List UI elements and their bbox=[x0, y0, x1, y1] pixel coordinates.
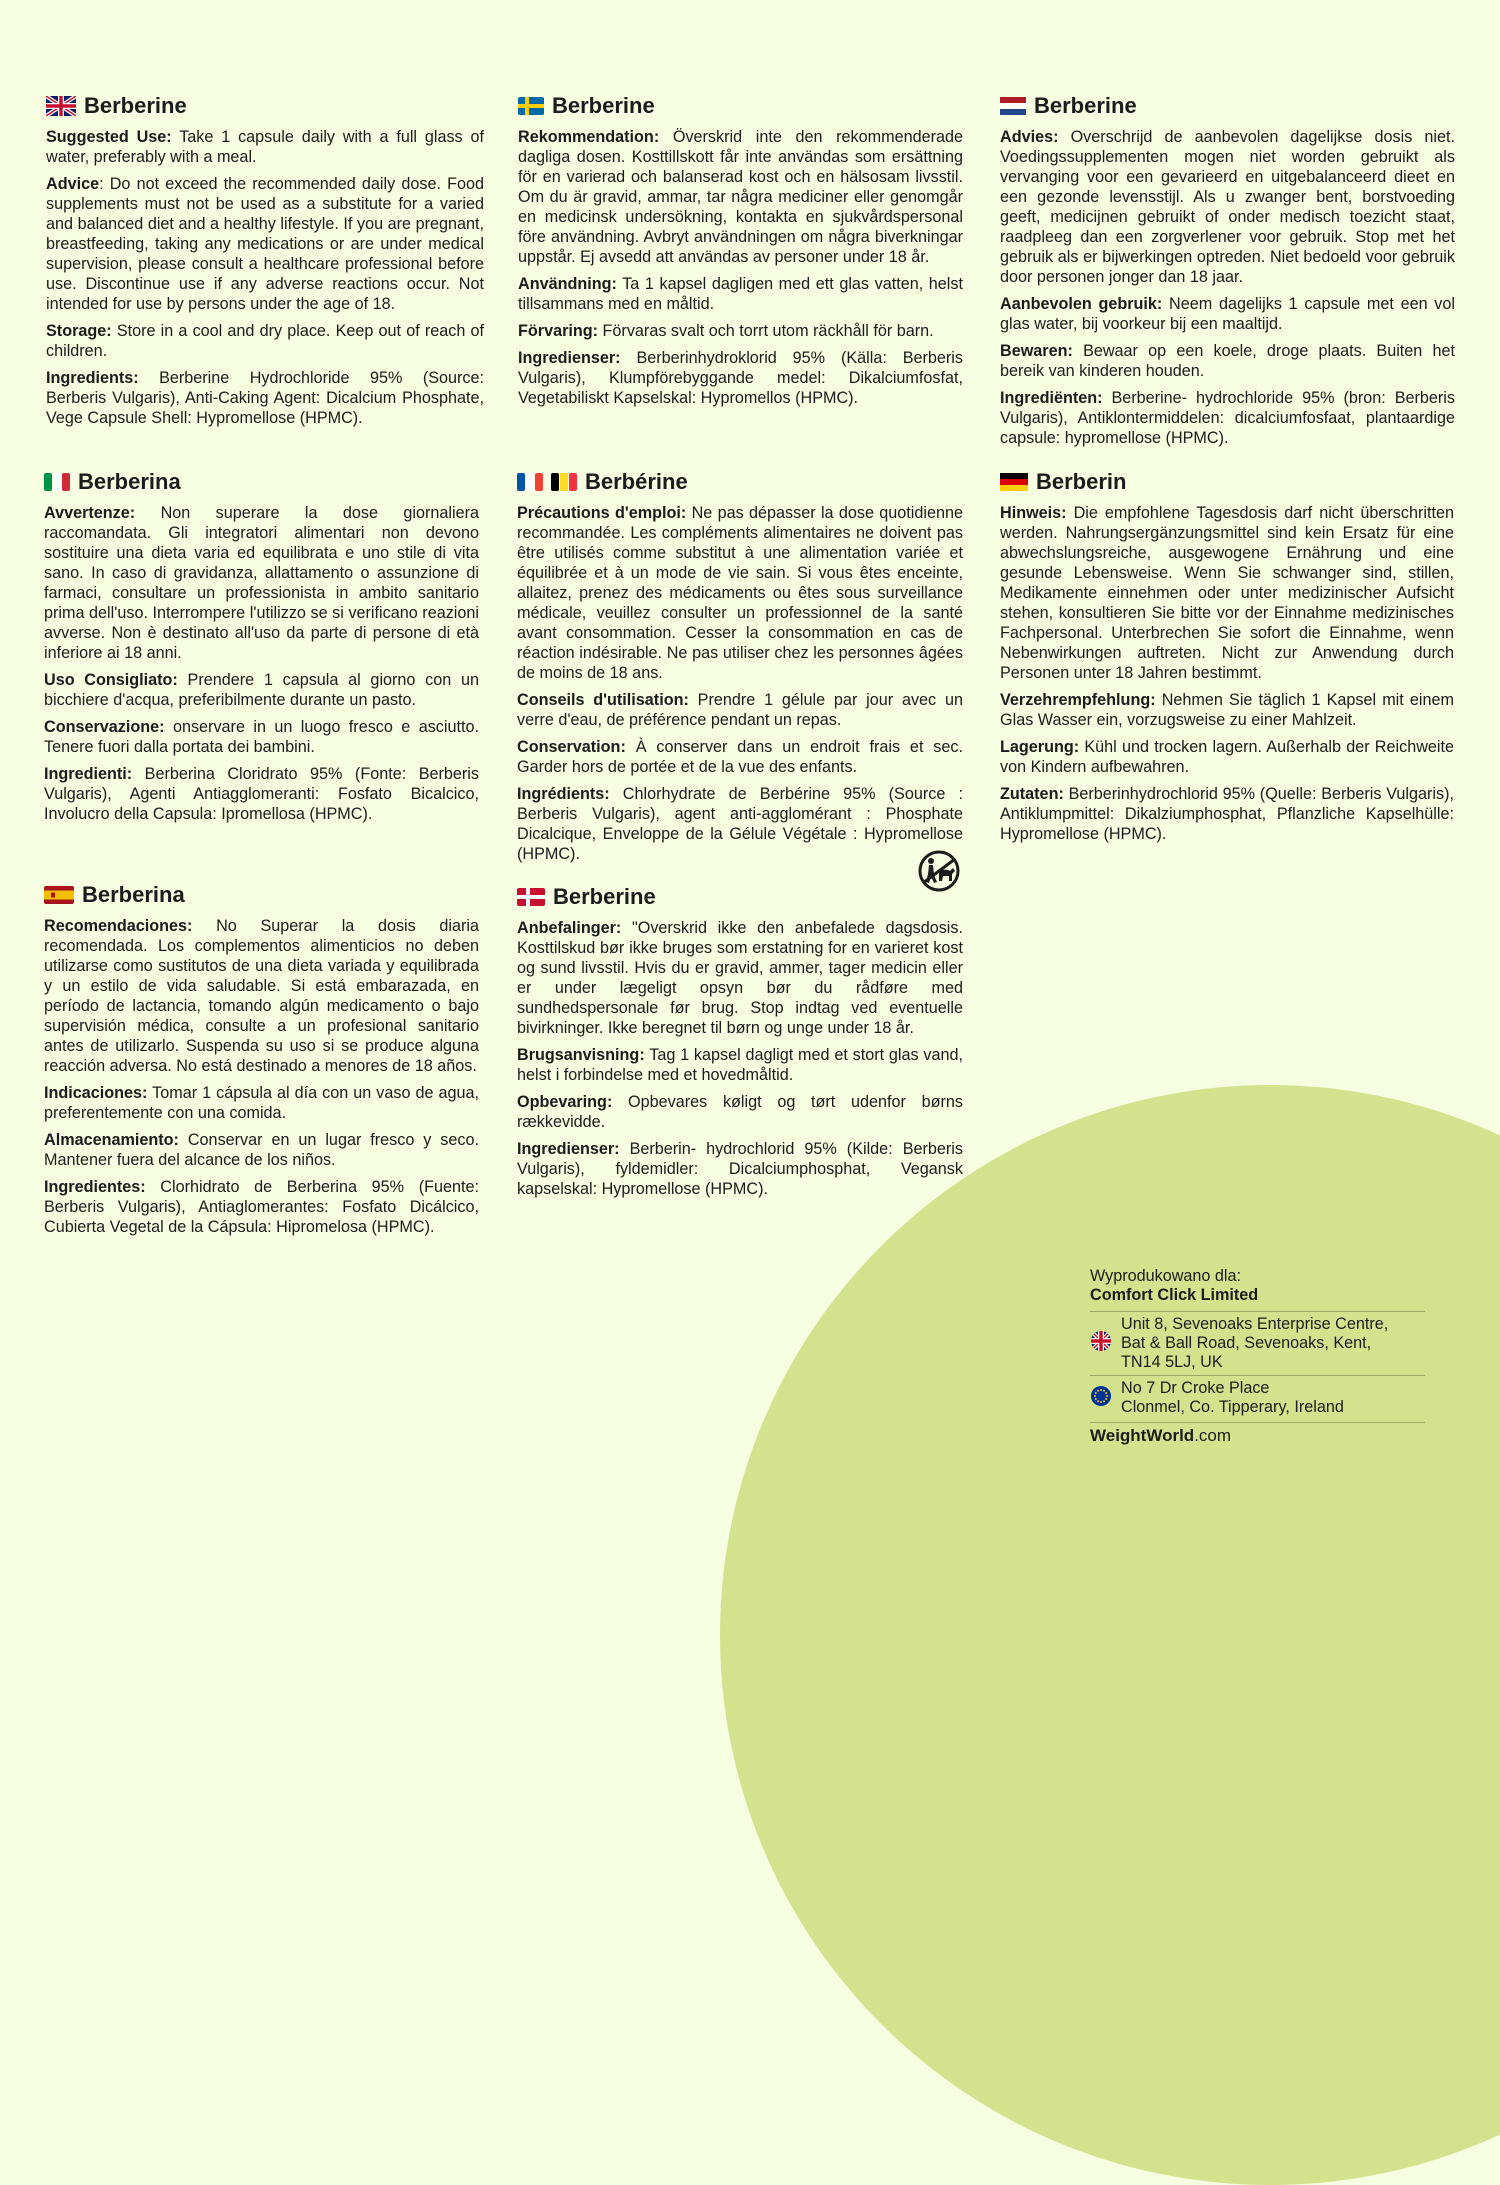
address-line: Unit 8, Sevenoaks Enterprise Centre, bbox=[1121, 1315, 1389, 1333]
section-paragraph bbox=[46, 174, 484, 314]
paragraph-text: Ta 1 kapsel dagligen med ett glas vatten, helst tillsammans med en måltid. bbox=[518, 275, 963, 313]
section-paragraph bbox=[44, 1130, 479, 1170]
section-paragraph bbox=[518, 127, 963, 267]
section-german bbox=[1000, 470, 1454, 851]
paragraph-text: Take 1 capsule daily with a full glass of water, preferably with a meal. bbox=[46, 128, 484, 166]
paragraph-text: Berberina Cloridrato 95% (Fonte: Berberis Vulgaris), Agenti Antiagglomeranti: Fosfato Bicalcico, Involucro della Capsula: Ipromellosa (HPMC). bbox=[44, 765, 479, 823]
section-danish bbox=[517, 885, 963, 1206]
paragraph-text: Chlorhydrate de Berbérine 95% (Source : Berberis Vulgaris), agent anti-agglomérant : Phosphate Dicalcique, Enveloppe de la Gélule Végétale : Hypromellose (HPMC). bbox=[517, 785, 963, 863]
paragraph-text: Non superare la dose giornaliera raccomandata. Gli integratori alimentari non devono sostituire una dieta varia ed equilibrata e uno stile di vita sano. In caso di gravidanza, allattamento o assunzione di farmaci, consultare un professionista in ambito sanitario prima dell'uso. Interrompere l'utilizzo se si verificano reazioni avverse. Non è destinato all'uso da parte di persone di età inferiore ai 18 anni. bbox=[44, 504, 479, 662]
manufacturer-info bbox=[1090, 1267, 1425, 1445]
section-paragraph bbox=[517, 1045, 963, 1085]
company-name: Comfort Click Limited bbox=[1090, 1286, 1259, 1304]
paragraph-label: Anbefalinger: bbox=[517, 919, 622, 937]
spain-flag-icon bbox=[44, 886, 74, 904]
manufactured-for-label: Wyprodukowano dla: bbox=[1090, 1267, 1242, 1285]
paragraph-text: Berberine Hydrochloride 95% (Source: Berberis Vulgaris), Anti-Caking Agent: Dicalcium Phosphate, Vege Capsule Shell: Hypromellose (HPMC). bbox=[46, 369, 484, 427]
section-paragraph bbox=[46, 368, 484, 428]
paragraph-label: Hinweis: bbox=[1000, 504, 1067, 522]
section-title-text: Berberine bbox=[1034, 93, 1137, 118]
paragraph-text: onservare in un luogo fresco e asciutto. Tenere fuori dalla portata dei bambini. bbox=[44, 718, 479, 756]
paragraph-text: Kühl und trocken lagern. Außerhalb der Reichweite von Kindern aufbewahren. bbox=[1000, 738, 1454, 776]
paragraph-text: Berberin- hydrochlorid 95% (Kilde: Berberis Vulgaris), fyldemidler: Dicalciumphosphat, Vegansk kapselskal: Hypromellose (HPMC). bbox=[517, 1140, 963, 1198]
paragraph-label: Suggested Use: bbox=[46, 128, 172, 146]
section-paragraph bbox=[1000, 690, 1454, 730]
paragraph-label: Recomendaciones: bbox=[44, 917, 193, 935]
section-dutch bbox=[1000, 94, 1455, 455]
section-body bbox=[517, 918, 963, 1199]
section-title-text: Berberine bbox=[553, 884, 656, 909]
section-title bbox=[517, 885, 963, 909]
paragraph-text: "Overskrid ikke den anbefalede dagsdosis. Kosttilskud bør ikke bruges som erstatning for en varieret kost og sund livsstil. Hvis du er gravid, ammer, tager medicin eller er under lægeligt opsyn bør du rådføre med sundhedspersonale før brug. Stop indtag ved eventuelle bivirkninger. Ikke beregnet til børn og unge under 18 år. bbox=[517, 919, 963, 1037]
netherlands-flag-icon bbox=[1000, 97, 1026, 115]
section-paragraph bbox=[44, 670, 479, 710]
uk-address-row bbox=[1090, 1311, 1425, 1375]
section-french bbox=[517, 470, 963, 871]
germany-flag-icon bbox=[1000, 473, 1028, 491]
uk-flag-icon bbox=[46, 96, 76, 116]
paragraph-text: Berberinhydroklorid 95% (Källa: Berberis Vulgaris), Klumpförebyggande medel: Dikalciumfosfat, Vegetabiliskt Kapselskal: Hypromellos (HPMC). bbox=[518, 349, 963, 407]
paragraph-label: Ingrédients: bbox=[517, 785, 610, 803]
paragraph-label: Ingredienti: bbox=[44, 765, 133, 783]
eu-flag-icon bbox=[1090, 1385, 1112, 1412]
paragraph-label: Conservazione: bbox=[44, 718, 165, 736]
uk-flag-icon bbox=[1090, 1330, 1112, 1357]
paragraph-label: Användning: bbox=[518, 275, 617, 293]
paragraph-label: Advies: bbox=[1000, 128, 1059, 146]
paragraph-label: Ingrediënten: bbox=[1000, 389, 1103, 407]
address-line: TN14 5LJ, UK bbox=[1121, 1353, 1223, 1371]
paragraph-label: Förvaring: bbox=[518, 322, 599, 340]
section-paragraph bbox=[46, 127, 484, 167]
section-title bbox=[1000, 94, 1455, 118]
section-paragraph bbox=[44, 1083, 479, 1123]
section-body bbox=[1000, 503, 1454, 844]
section-spanish bbox=[44, 883, 479, 1244]
section-paragraph bbox=[517, 1139, 963, 1199]
address-line: Bat & Ball Road, Sevenoaks, Kent, bbox=[1121, 1334, 1372, 1352]
section-body bbox=[44, 916, 479, 1237]
section-paragraph bbox=[518, 348, 963, 408]
france-flag-icon bbox=[517, 473, 543, 491]
ie-address-row bbox=[1090, 1375, 1425, 1420]
section-paragraph bbox=[517, 784, 963, 864]
paragraph-text: No Superar la dosis diaria recomendada. Los complementos alimenticios no deben utilizarse como sustitutos de una dieta variada y equilibrada y un estilo de vida saludable. Si está embarazada, en período de lactancia, tomando algún medicamento o bajo supervisión médica, consulte a un profesional sanitario antes de utilizarlo. Suspenda su uso si se produce alguna reacción adversa. No está destinado a menores de 18 años. bbox=[44, 917, 479, 1075]
ie-address bbox=[1121, 1379, 1344, 1417]
section-paragraph bbox=[1000, 503, 1454, 683]
paragraph-text: Opbevares køligt og tørt udenfor børns rækkevidde. bbox=[517, 1093, 963, 1131]
paragraph-text: Tag 1 kapsel dagligt med et stort glas vand, helst i forbindelse med et hovedmåltid. bbox=[517, 1046, 963, 1084]
paragraph-label: Précautions d'emploi: bbox=[517, 504, 687, 522]
section-title bbox=[46, 94, 484, 118]
section-title bbox=[518, 94, 963, 118]
section-swedish bbox=[518, 94, 963, 415]
section-paragraph bbox=[44, 717, 479, 757]
pet-safety-icon bbox=[917, 849, 961, 893]
section-paragraph bbox=[44, 503, 479, 663]
section-paragraph bbox=[46, 321, 484, 361]
section-paragraph bbox=[517, 1092, 963, 1132]
uk-address bbox=[1121, 1315, 1388, 1372]
section-paragraph bbox=[1000, 388, 1455, 448]
paragraph-text: Förvaras svalt och torrt utom räckhåll för barn. bbox=[598, 322, 934, 340]
italy-flag-icon bbox=[44, 473, 70, 491]
paragraph-text: Överskrid inte den rekommenderade dagliga dosen. Kosttillskott får inte användas som ersättning för en varierad och balanserad kost och en hälsosam livsstil. Om du är gravid, ammar, tar några mediciner eller genomgår en medicinsk undersökning, kontakta en sjukvårdspersonal före användning. Avbryt användningen om några biverkningar uppstår. Ej avsedd att användas av personer under 18 år. bbox=[518, 128, 963, 266]
paragraph-text: Store in a cool and dry place. Keep out of reach of children. bbox=[46, 322, 484, 360]
section-paragraph bbox=[1000, 127, 1455, 287]
section-paragraph bbox=[1000, 784, 1454, 844]
paragraph-label: Rekommendation: bbox=[518, 128, 660, 146]
paragraph-text: Bewaar op een koele, droge plaats. Buiten het bereik van kinderen houden. bbox=[1000, 342, 1455, 380]
section-paragraph bbox=[517, 737, 963, 777]
paragraph-label: Zutaten: bbox=[1000, 785, 1064, 803]
section-title-text: Berbérine bbox=[585, 469, 688, 494]
sweden-flag-icon bbox=[518, 97, 544, 115]
section-title bbox=[517, 470, 963, 494]
section-body bbox=[46, 127, 484, 428]
section-paragraph bbox=[44, 1177, 479, 1237]
section-paragraph bbox=[517, 503, 963, 683]
section-italian bbox=[44, 470, 479, 831]
paragraph-label: Brugsanvisning: bbox=[517, 1046, 645, 1064]
paragraph-text: Clorhidrato de Berberina 95% (Fuente: Berberis Vulgaris), Antiaglomerantes: Fosfato Dicálcico, Cubierta Vegetal de la Cápsula: Hipromelosa (HPMC). bbox=[44, 1178, 479, 1236]
paragraph-label: Avvertenze: bbox=[44, 504, 136, 522]
denmark-flag-icon bbox=[517, 888, 545, 906]
section-body bbox=[44, 503, 479, 824]
section-paragraph bbox=[1000, 341, 1455, 381]
decorative-circle bbox=[720, 1085, 1500, 2185]
paragraph-label: Aanbevolen gebruik: bbox=[1000, 295, 1163, 313]
paragraph-text: Overschrijd de aanbevolen dagelijkse dosis niet. Voedingssupplementen mogen niet worden gebruikt als vervanging voor een gevarieerd en uitgebalanceerd dieet en een gezonde levensstijl. Als u zwanger bent, borstvoeding geeft, medicijnen gebruikt of onder medisch toezicht staat, raadpleeg dan een zorgverlener voor gebruik. Stop met het gebruik als er bijwerkingen optreden. Niet bedoeld voor gebruik door personen jonger dan 18 jaar. bbox=[1000, 128, 1455, 286]
section-paragraph bbox=[518, 321, 963, 341]
paragraph-label: Conseils d'utilisation: bbox=[517, 691, 689, 709]
paragraph-text: Berberinhydrochlorid 95% (Quelle: Berberis Vulgaris), Antiklumpmittel: Dikalziumphosphat, Pflanzliche Kapselhülle: Hypromellose (HPMC). bbox=[1000, 785, 1454, 843]
section-paragraph bbox=[44, 764, 479, 824]
paragraph-text: À conserver dans un endroit frais et sec. Garder hors de portée et de la vue des enfants. bbox=[517, 738, 963, 776]
paragraph-label: Conservation: bbox=[517, 738, 626, 756]
section-paragraph bbox=[44, 916, 479, 1076]
paragraph-text: Prendre 1 gélule par jour avec un verre d'eau, de préférence pendant un repas. bbox=[517, 691, 963, 729]
section-title-text: Berberina bbox=[82, 882, 185, 907]
section-title-text: Berberine bbox=[552, 93, 655, 118]
section-title bbox=[44, 883, 479, 907]
section-title-text: Berberine bbox=[84, 93, 187, 118]
paragraph-text: Tomar 1 cápsula al día con un vaso de agua, preferentemente con una comida. bbox=[44, 1084, 479, 1122]
paragraph-label: Lagerung: bbox=[1000, 738, 1080, 756]
paragraph-text: Ne pas dépasser la dose quotidienne recommandée. Les compléments alimentaires ne doivent pas être utilisés comme substitut à une alimentation variée et équilibrée et à un mode de vie sain. Si vous êtes enceinte, allaitez, prenez des médicaments ou êtes sous surveillance médicale, veuillez consulter un professionnel de la santé avant consommation. Cesser la consommation en cas de réaction indésirable. Ne pas utiliser chez les personnes âgées de moins de 18 ans. bbox=[517, 504, 964, 682]
section-paragraph bbox=[1000, 737, 1454, 777]
section-english bbox=[46, 94, 484, 435]
website[interactable] bbox=[1090, 1422, 1425, 1445]
website-tld: .com bbox=[1194, 1426, 1232, 1445]
section-title-text: Berberina bbox=[78, 469, 181, 494]
section-title bbox=[1000, 470, 1454, 494]
paragraph-label: Advice bbox=[46, 175, 100, 193]
paragraph-label: Bewaren: bbox=[1000, 342, 1073, 360]
paragraph-text: : Do not exceed the recommended daily dose. Food supplements must not be used as a substitute for a varied and balanced diet and a healthy lifestyle. If you are pregnant, breastfeeding, taking any medications or are under medical supervision, please consult a healthcare professional before use. Discontinue use if any adverse reactions occur. Not intended for use by persons under the age of 18. bbox=[46, 175, 484, 313]
section-title bbox=[44, 470, 479, 494]
belgium-flag-icon bbox=[551, 473, 577, 491]
paragraph-label: Ingredientes: bbox=[44, 1178, 146, 1196]
paragraph-label: Indicaciones: bbox=[44, 1084, 148, 1102]
section-paragraph bbox=[517, 690, 963, 730]
paragraph-label: Opbevaring: bbox=[517, 1093, 613, 1111]
paragraph-label: Ingredienser: bbox=[518, 349, 621, 367]
section-body bbox=[518, 127, 963, 408]
paragraph-text: Prendere 1 capsula al giorno con un bicchiere d'acqua, preferibilmente durante un pasto. bbox=[44, 671, 479, 709]
paragraph-text: Conservar en un lugar fresco y seco. Mantener fuera del alcance de los niños. bbox=[44, 1131, 479, 1169]
paragraph-label: Ingredients: bbox=[46, 369, 139, 387]
address-line: Clonmel, Co. Tipperary, Ireland bbox=[1121, 1398, 1344, 1416]
paragraph-text: Berberine- hydrochloride 95% (bron: Berberis Vulgaris), Antiklontermiddelen: dicalciumfosfaat, plantaardige capsule: hypromellose (HPMC). bbox=[1000, 389, 1455, 447]
paragraph-label: Almacenamiento: bbox=[44, 1131, 179, 1149]
section-paragraph bbox=[517, 918, 963, 1038]
paragraph-label: Ingredienser: bbox=[517, 1140, 620, 1158]
paragraph-label: Storage: bbox=[46, 322, 112, 340]
paragraph-text: Die empfohlene Tagesdosis darf nicht überschritten werden. Nahrungsergänzungsmittel sind kein Ersatz für eine abwechslungsreiche, ausgewogene Ernährung und eine gesunde Lebensweise. Wenn Sie schwanger sind, stillen, Medikamente einnehmen oder unter medizinischer Aufsicht stehen, konsultieren Sie bitte vor der Einnahme medizinisches Fachpersonal. Unterbrechen Sie sofort die Einnahme, wenn Nebenwirkungen auftreten. Nicht zur Anwendung durch Personen unter 18 Jahren bestimmt. bbox=[1000, 504, 1454, 682]
section-body bbox=[1000, 127, 1455, 448]
section-body bbox=[517, 503, 963, 864]
section-paragraph bbox=[1000, 294, 1455, 334]
paragraph-label: Verzehrempfehlung: bbox=[1000, 691, 1156, 709]
address-line: No 7 Dr Croke Place bbox=[1121, 1379, 1270, 1397]
paragraph-label: Uso Consigliato: bbox=[44, 671, 178, 689]
section-paragraph bbox=[518, 274, 963, 314]
section-title-text: Berberin bbox=[1036, 469, 1127, 494]
paragraph-text: Neem dagelijks 1 capsule met een vol glas water, bij voorkeur bij een maaltijd. bbox=[1000, 295, 1455, 333]
website-brand: WeightWorld bbox=[1090, 1426, 1195, 1445]
paragraph-text: Nehmen Sie täglich 1 Kapsel mit einem Glas Wasser ein, vorzugsweise zu einer Mahlzeit. bbox=[1000, 691, 1454, 729]
